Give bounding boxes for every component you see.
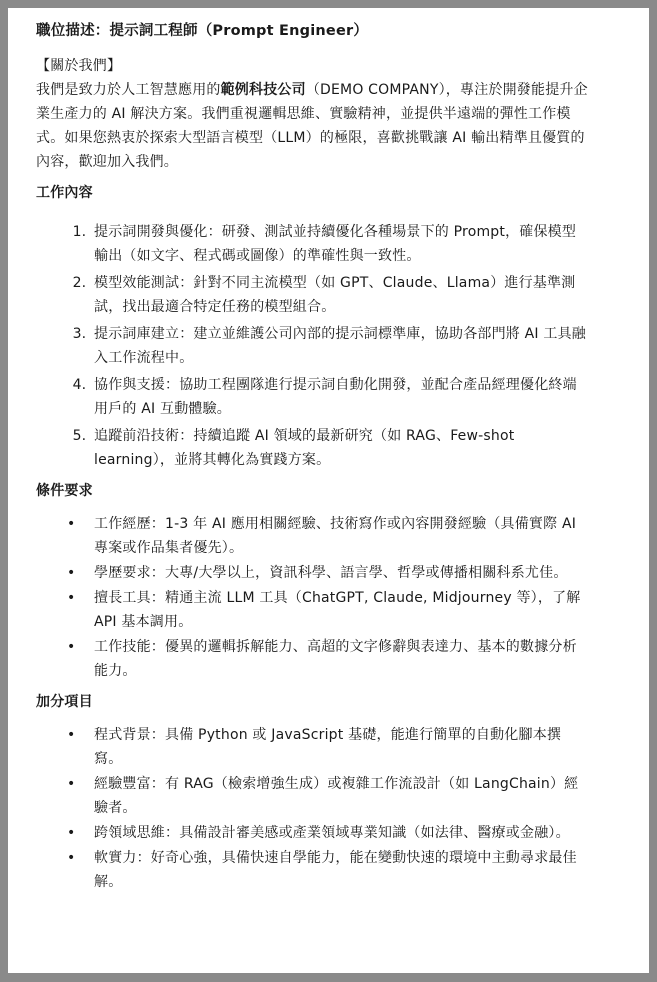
list-item-text: 學歷要求：大專/大學以上，資訊科學、語言學、哲學或傳播相關科系尤佳。 <box>94 565 568 581</box>
bullet-icon: • <box>67 639 76 655</box>
list-item-text: 工作技能：優異的邏輯拆解能力、高超的文字修辭與表達力、基本的數據分析能力。 <box>94 639 577 679</box>
bullet-icon: • <box>67 850 76 866</box>
about-heading: 【關於我們】 <box>36 58 122 74</box>
list-item: 2. 模型效能測試：針對不同主流模型（如 GPT、Claude、Llama）進行基準測試，找出最適合特定任務的模型組合。 <box>91 271 589 319</box>
company-name: 範例科技公司 <box>220 82 306 98</box>
bullet-icon: • <box>67 516 76 532</box>
duties-list <box>36 220 589 472</box>
list-item: 1. 提示詞開發與優化：研發、測試並持續優化各種場景下的 Prompt，確保模型輸出（如文字、程式碼或圖像）的準確性與一致性。 <box>91 220 589 268</box>
list-item: 3. 提示詞庫建立：建立並維護公司內部的提示詞標準庫，協助各部門將 AI 工具融入工作流程中。 <box>91 322 589 370</box>
requirements-list <box>36 512 589 683</box>
list-item <box>67 821 589 845</box>
about-text-rest: （DEMO COMPANY），專注於開發能提升企業生產力的 AI 解決方案。我們重視邏輯思維、實驗精神，並提供半遠端的彈性工作模式。如果您熱衷於探索大型語言模型（LLM）的極限，喜歡挑戰讓 AI 輸出精準且優質的內容，歡迎加入我們。 <box>36 82 588 170</box>
about-text-start: 我們是致力於人工智慧應用的 <box>36 82 221 98</box>
bullet-icon: • <box>67 776 76 792</box>
list-item <box>67 635 589 683</box>
list-item <box>67 586 589 634</box>
bonus-heading: 加分項目 <box>36 694 93 710</box>
list-item <box>67 723 589 771</box>
list-item-text: 工作經歷：1-3 年 AI 應用相關經驗、技術寫作或內容開發經驗（具備實際 AI 專案或作品集者優先）。 <box>94 516 577 556</box>
list-item-text: 軟實力：好奇心強，具備快速自學能力，能在變動快速的環境中主動尋求最佳解。 <box>94 850 577 890</box>
bullet-icon: • <box>67 727 76 743</box>
bullet-icon: • <box>67 565 76 581</box>
about-paragraph <box>36 78 589 174</box>
bullet-icon: • <box>67 590 76 606</box>
list-item: 5. 追蹤前沿技術：持續追蹤 AI 領域的最新研究（如 RAG、Few-shot learning），並將其轉化為實踐方案。 <box>91 424 589 472</box>
requirements-heading: 條件要求 <box>36 483 93 499</box>
list-item <box>67 772 589 820</box>
list-item-text: 擅長工具：精通主流 LLM 工具（ChatGPT, Claude, Midjourney 等），了解 API 基本調用。 <box>94 590 581 630</box>
page-title: 職位描述：提示詞工程師（Prompt Engineer） <box>36 23 369 39</box>
list-item: 4. 協作與支援：協助工程團隊進行提示詞自動化開發，並配合產品經理優化終端用戶的 AI 互動體驗。 <box>91 373 589 421</box>
duties-heading: 工作內容 <box>36 185 93 201</box>
list-item <box>67 846 589 894</box>
list-item <box>67 561 589 585</box>
list-item-text: 跨領域思維：具備設計審美感或產業領域專業知識（如法律、醫療或金融）。 <box>94 825 570 841</box>
bonus-list <box>36 723 589 894</box>
document-page <box>8 8 649 973</box>
list-item-text: 程式背景：具備 Python 或 JavaScript 基礎，能進行簡單的自動化腳本撰寫。 <box>94 727 562 767</box>
list-item-text: 經驗豐富：有 RAG（檢索增強生成）或複雜工作流設計（如 LangChain）經驗者。 <box>94 776 579 816</box>
bullet-icon: • <box>67 825 76 841</box>
list-item <box>67 512 589 560</box>
